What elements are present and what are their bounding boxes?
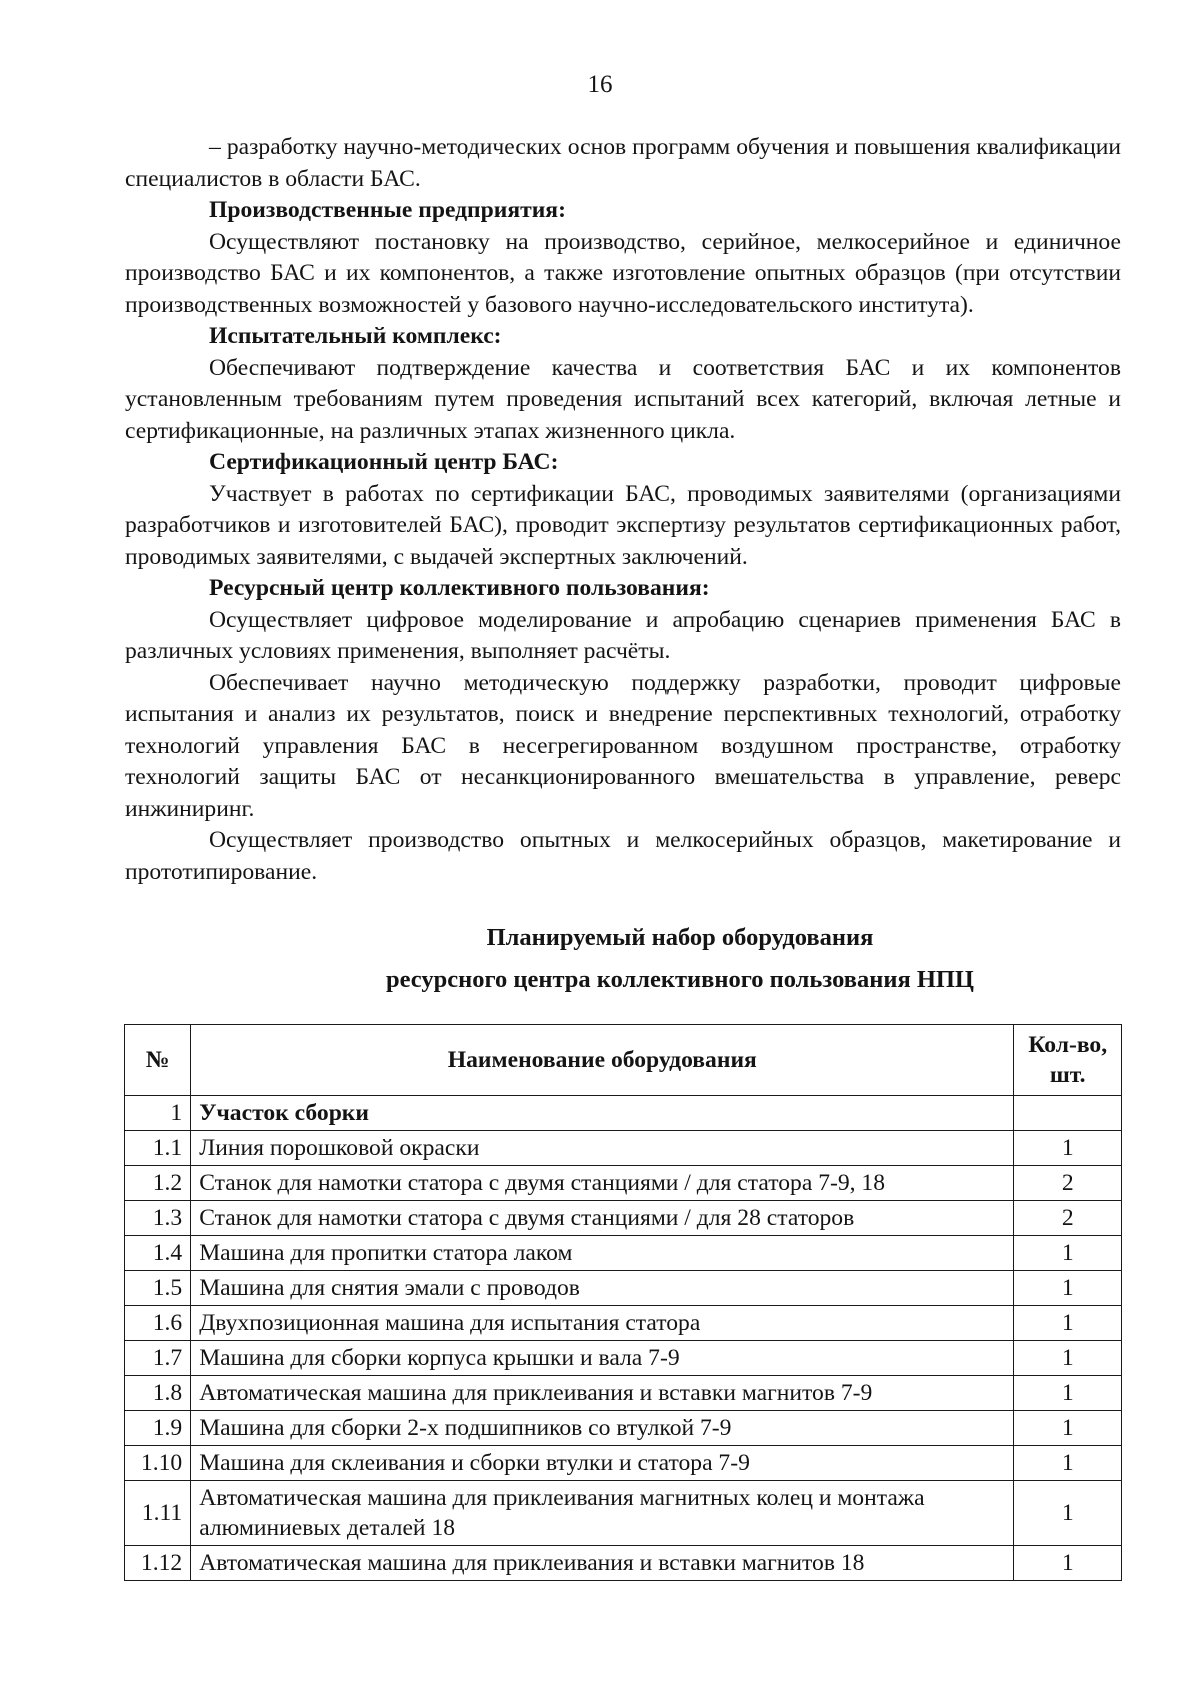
row-number: 1.3 <box>125 1201 191 1236</box>
row-number: 1.4 <box>125 1236 191 1271</box>
row-name: Линия порошковой окраски <box>191 1131 1014 1166</box>
row-quantity: 1 <box>1014 1306 1122 1341</box>
paragraph-training: – разработку научно-методических основ программ обучения и повышения квалификации специалистов в области БАС. <box>125 134 1121 192</box>
row-name: Машина для склеивания и сборки втулки и статора 7-9 <box>191 1446 1014 1481</box>
table-row <box>125 1376 1122 1411</box>
row-number: 1.6 <box>125 1306 191 1341</box>
row-number: 1.11 <box>125 1481 191 1546</box>
row-name: Участок сборки <box>191 1096 1014 1131</box>
row-number: 1.5 <box>125 1271 191 1306</box>
row-number: 1.1 <box>125 1131 191 1166</box>
table-row <box>125 1271 1122 1306</box>
table-title <box>125 917 1121 1001</box>
paragraph-certification: Участвует в работах по сертификации БАС, проводимых заявителями (организациями разработчиков и изготовителей БАС), проводит экспертизу результатов сертификационных работ, проводимых заявителями, с выдачей экспертных заключений. <box>125 480 1121 570</box>
table-row <box>125 1341 1122 1376</box>
row-number: 1.9 <box>125 1411 191 1446</box>
heading-production: Производственные предприятия: <box>209 197 566 223</box>
table-row <box>125 1166 1122 1201</box>
paragraph-production: Осуществляют постановку на производство, серийное, мелкосерийное и единичное производство БАС и их компонентов, а также изготовление опытных образцов (при отсутствии производственных возможностей у базового научно-исследовательского института). <box>125 228 1121 318</box>
table-row <box>125 1546 1122 1581</box>
row-quantity: 1 <box>1014 1236 1122 1271</box>
row-quantity <box>1014 1096 1122 1131</box>
table-row <box>125 1201 1122 1236</box>
row-quantity: 1 <box>1014 1341 1122 1376</box>
row-quantity: 1 <box>1014 1446 1122 1481</box>
row-number: 1.8 <box>125 1376 191 1411</box>
page-number: 16 <box>587 71 613 98</box>
table-row <box>125 1446 1122 1481</box>
row-quantity: 1 <box>1014 1481 1122 1546</box>
table-row <box>125 1236 1122 1271</box>
row-name: Автоматическая машина для приклеивания и вставки магнитов 18 <box>191 1546 1014 1581</box>
table-row <box>125 1306 1122 1341</box>
row-number: 1.10 <box>125 1446 191 1481</box>
row-quantity: 1 <box>1014 1131 1122 1166</box>
body-text <box>125 132 1121 888</box>
row-name: Автоматическая машина для приклеивания и вставки магнитов 7-9 <box>191 1376 1014 1411</box>
row-number: 1.2 <box>125 1166 191 1201</box>
equipment-table <box>124 1024 1122 1581</box>
paragraph-testing: Обеспечивают подтверждение качества и соответствия БАС и их компонентов установленным требованиям путем проведения испытаний всех категорий, включая летные и сертификационные, на различных этапах жизненного цикла. <box>125 354 1121 444</box>
heading-certification: Сертификационный центр БАС: <box>209 449 559 475</box>
row-quantity: 1 <box>1014 1411 1122 1446</box>
row-quantity: 1 <box>1014 1271 1122 1306</box>
table-title-line-1: Планируемый набор оборудования <box>486 924 874 951</box>
heading-testing: Испытательный комплекс: <box>209 323 502 349</box>
row-name: Машина для сборки корпуса крышки и вала 7-9 <box>191 1341 1014 1376</box>
row-quantity: 1 <box>1014 1546 1122 1581</box>
paragraph-resource-modeling: Осуществляет цифровое моделирование и апробацию сценариев применения БАС в различных условиях применения, выполняет расчёты. <box>125 606 1121 664</box>
header-quantity: Кол-во, шт. <box>1014 1025 1122 1096</box>
row-quantity: 2 <box>1014 1166 1122 1201</box>
table-row <box>125 1096 1122 1131</box>
row-quantity: 2 <box>1014 1201 1122 1236</box>
row-name: Станок для намотки статора с двумя станциями / для статора 7-9, 18 <box>191 1166 1014 1201</box>
row-name: Двухпозиционная машина для испытания статора <box>191 1306 1014 1341</box>
heading-resource-center: Ресурсный центр коллективного пользования: <box>209 575 710 601</box>
row-quantity: 1 <box>1014 1376 1122 1411</box>
header-equipment-name: Наименование оборудования <box>191 1025 1014 1096</box>
row-name: Машина для сборки 2-х подшипников со втулкой 7-9 <box>191 1411 1014 1446</box>
table-header-row <box>125 1025 1122 1096</box>
row-number: 1.7 <box>125 1341 191 1376</box>
table-title-line-2: ресурсного центра коллективного пользования НПЦ <box>386 966 974 993</box>
table-row <box>125 1131 1122 1166</box>
table-row <box>125 1481 1122 1546</box>
row-name: Автоматическая машина для приклеивания магнитных колец и монтажа алюминиевых деталей 18 <box>191 1481 1014 1546</box>
header-number: № <box>125 1025 191 1096</box>
paragraph-resource-production: Осуществляет производство опытных и мелкосерийных образцов, макетирование и прототипирование. <box>125 827 1121 885</box>
paragraph-resource-support: Обеспечивает научно методическую поддержку разработки, проводит цифровые испытания и анализ их результатов, поиск и внедрение перспективных технологий, отработку технологий управления БАС в несегрегированном воздушном пространстве, отработку технологий защиты БАС от несанкционированного вмешательства в управление, реверс инжиниринг. <box>125 669 1121 822</box>
table-row <box>125 1411 1122 1446</box>
row-number: 1.12 <box>125 1546 191 1581</box>
row-number: 1 <box>125 1096 191 1131</box>
row-name: Станок для намотки статора с двумя станциями / для 28 статоров <box>191 1201 1014 1236</box>
row-name: Машина для снятия эмали с проводов <box>191 1271 1014 1306</box>
row-name: Машина для пропитки статора лаком <box>191 1236 1014 1271</box>
